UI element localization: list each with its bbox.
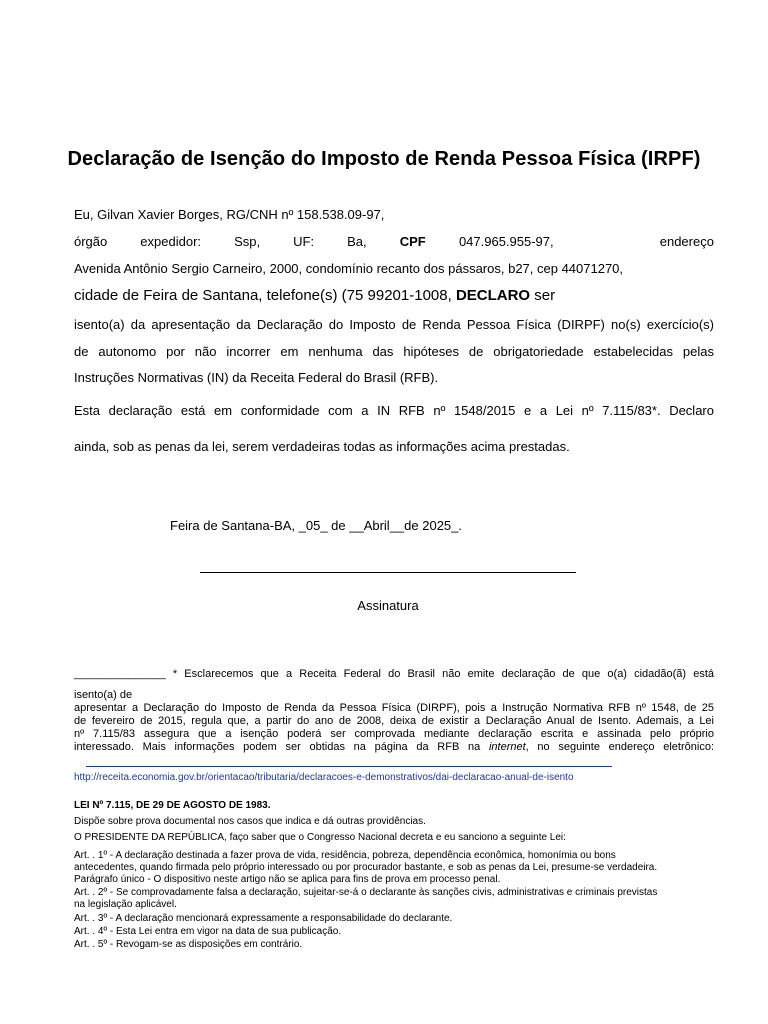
footnote-last-prefix: interessado. Mais informações podem ser obtidas na página da RFB na	[74, 741, 489, 753]
orgao-word: órgão	[74, 234, 108, 249]
law-article-line-3: Parágrafo único - O dispositivo neste artigo não se aplica para fins de prova em processo penal.	[74, 874, 501, 885]
paragraph-1-line-3: Instruções Normativas (IN) da Receita Federal do Brasil (RFB).	[74, 370, 439, 385]
address-line: Avenida Antônio Sergio Carneiro, 2000, condomínio recanto dos pássaros, b27, cep 44071270,	[74, 261, 624, 276]
city-line	[74, 288, 714, 304]
ssp-value: Ssp,	[234, 234, 261, 249]
law-line-1: Dispõe sobre prova documental nos casos que indica e dá outras providências.	[74, 816, 426, 827]
date-line: Feira de Santana-BA, _05_ de __Abril__de 2025_.	[170, 518, 462, 533]
paragraph-1-line-1: isento(a) da apresentação da Declaração do Imposto de Renda Pessoa Física (DIRPF) no(s) exercício(s)	[74, 317, 714, 332]
cpf-label: CPF	[399, 234, 426, 249]
paragraph-1-line-2: de autonomo por não incorrer em nenhuma das hipóteses de obrigatoriedade estabelecidas pelas	[74, 344, 714, 359]
identity-line: Eu, Gilvan Xavier Borges, RG/CNH nº 158.538.09-97,	[74, 207, 385, 222]
expedidor-word: expedidor:	[140, 234, 202, 249]
law-article-line-8: Art. . 5º - Revogam-se as disposições em contrário.	[74, 939, 303, 950]
city-prefix: cidade de Feira de Santana, telefone(s) (75 99201-1008,	[74, 287, 456, 304]
paragraph-2-line-2: ainda, sob as penas da lei, serem verdadeiras todas as informações acima prestadas.	[74, 439, 570, 454]
law-article-line-6: Art. . 3º - A declaração mencionará expressamente a responsabilidade do declarante.	[74, 913, 453, 924]
cpf-value: 047.965.955-97,	[458, 234, 554, 249]
orgao-row	[74, 234, 714, 250]
link-underline	[86, 766, 612, 767]
footnote-line-2: isento(a) de	[74, 689, 133, 701]
signature-line	[200, 572, 576, 573]
declaro-word: DECLARO	[455, 287, 531, 304]
endereco-word: endereço	[659, 234, 714, 249]
law-article-line-7: Art. . 4º - Esta Lei entra em vigor na data de sua publicação.	[74, 926, 342, 937]
law-heading: LEI Nº 7.115, DE 29 DE AGOSTO DE 1983.	[74, 800, 271, 811]
footnote-body-3: nº 7.115/83 assegura que a isenção poderá ser comprovada mediante declaração escrita e assinada pelo próprio	[74, 728, 714, 740]
paragraph-2-line-1: Esta declaração está em conformidade com a IN RFB nº 1548/2015 e a Lei nº 7.115/83*. Declaro	[74, 403, 714, 418]
signature-label: Assinatura	[357, 598, 419, 613]
uf-value: Ba,	[347, 234, 367, 249]
law-line-2: O PRESIDENTE DA REPÚBLICA, faço saber que o Congresso Nacional decreta e eu sanciono a seguinte Lei:	[74, 832, 566, 843]
document-title: Declaração de Isenção do Imposto de Renda Pessoa Física (IRPF)	[67, 148, 701, 170]
law-article-line-4: Art. . 2º - Se comprovadamente falsa a declaração, sujeitar-se-á o declarante às sanções civis, administrativas e criminais previstas	[74, 887, 658, 898]
city-suffix: ser	[530, 287, 556, 304]
footnote-body-4	[74, 741, 714, 754]
internet-word: internet	[488, 741, 526, 753]
law-article-line-2: antecedentes, quando firmada pelo próprio interessado ou por procurador bastante, e sob as penas da Lei, presume-se verdadeira.	[74, 862, 658, 873]
uf-label: UF:	[293, 234, 315, 249]
footnote-line-1: _______________ * Esclarecemos que a Receita Federal do Brasil não emite declaração de que o(a) cidadão(ã) está	[74, 668, 714, 680]
footnote-last-suffix: , no seguinte endereço eletrônico:	[525, 741, 714, 753]
footnote-body-2: de fevereiro de 2015, regula que, a partir do ano de 2008, deixa de existir a Declaração Anual de Isento. Ademais, a Lei	[74, 715, 714, 727]
law-article-line-1: Art. . 1º - A declaração destinada a fazer prova de vida, residência, pobreza, dependência econômica, homonímia ou bons	[74, 850, 616, 861]
footnote-body-1: apresentar a Declaração do Imposto de Renda da Pessoa Física (DIRPF), pois a Instrução Normativa RFB nº 1548, de 25	[74, 702, 714, 714]
rfb-link[interactable]: http://receita.economia.gov.br/orientacao/tributaria/declaracoes-e-demonstrativos/dai-declaracao-anual-de-isento	[74, 772, 574, 783]
cpf-group	[400, 234, 554, 250]
law-article-line-5: na legislação aplicável.	[74, 899, 177, 910]
